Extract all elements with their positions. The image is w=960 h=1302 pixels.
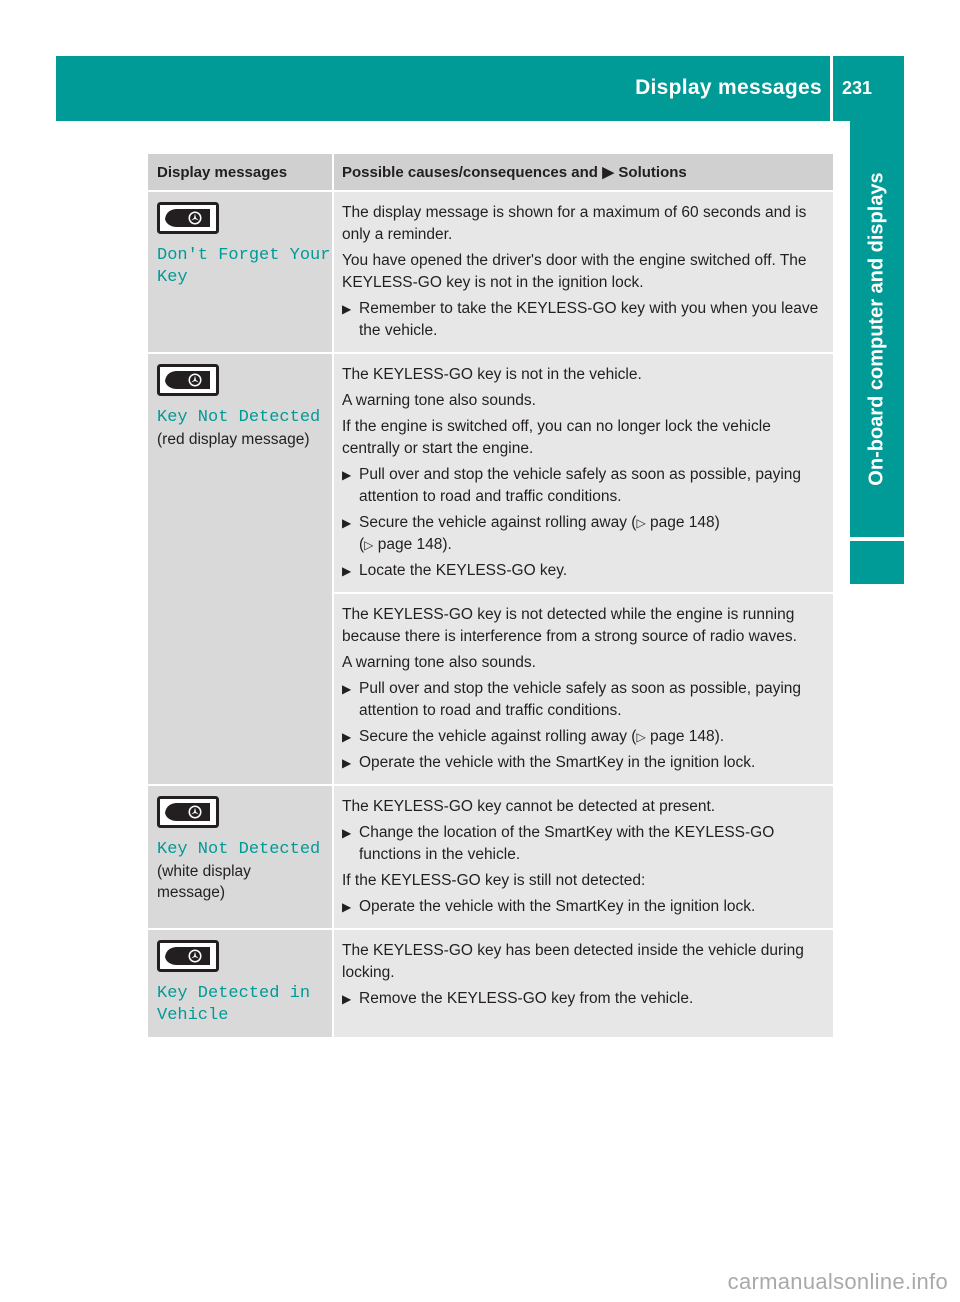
instruction: ▶ Pull over and stop the vehicle safely as soon as possible, paying attention to road and traffic conditions.: [342, 464, 827, 508]
display-message-cell: [148, 354, 334, 784]
display-message-text: Key Not Detected: [157, 840, 321, 859]
arrow-icon: ▶: [342, 302, 352, 316]
arrow-icon: ▶: [342, 468, 352, 482]
watermark: carmanualsonline.info: [727, 1269, 948, 1294]
page-number: 231: [842, 78, 873, 98]
display-note: (white display message): [157, 863, 251, 901]
instruction: ▶ Pull over and stop the vehicle safely as soon as possible, paying attention to road and traffic conditions.: [342, 678, 827, 722]
table-header-row: [148, 154, 833, 192]
display-message-cell: [148, 930, 334, 1037]
causes-cell: The KEYLESS-GO key is not in the vehicle. A warning tone also sounds. If the engine is switched off, you can no longer lock the vehicle centrally or start the engine. ▶ Pull over and stop the vehicle safely as soon as possible, paying attention to road and traffic conditions. ▶ Secure the vehicle against rolling away (▷ page 148) (▷ page 148). ▶ Locate the KEYLESS-GO key.: [334, 354, 833, 592]
instruction: ▶ Secure the vehicle against rolling away (▷ page 148).: [342, 726, 827, 748]
page-ref-icon: ▷: [636, 730, 646, 744]
instruction: ▶ Locate the KEYLESS-GO key.: [342, 560, 827, 582]
section-label: On-board computer and displays: [865, 172, 888, 486]
table-row: [148, 786, 833, 930]
causes-cell: The display message is shown for a maximum of 60 seconds and is only a reminder. You have opened the driver's door with the engine switched off. The KEYLESS-GO key is not in the ignition lock. ▶ Remember to take the KEYLESS-GO key with you when you leave the vehicle.: [334, 192, 833, 352]
display-message-text: Don't Forget Your Key: [157, 246, 331, 287]
key-icon: [157, 364, 219, 396]
display-message-text: Key Detected in Vehicle: [157, 984, 311, 1025]
display-message-cell: [148, 192, 334, 352]
arrow-icon: ▶: [342, 516, 352, 530]
display-message-text: Key Not Detected: [157, 408, 321, 427]
table-row: [148, 354, 833, 786]
causes-cell: The KEYLESS-GO key is not detected while the engine is running because there is interference from a strong source of radio waves. A warning tone also sounds. ▶ Pull over and stop the vehicle safely as soon as possible, paying attention to road and traffic conditions. ▶ Secure the vehicle against rolling away (▷ page 148). ▶ Operate the vehicle with the SmartKey in the ignition lock.: [334, 592, 833, 784]
arrow-icon: ▶: [342, 756, 352, 770]
page-header: [56, 56, 904, 121]
header-divider: [830, 56, 833, 121]
section-marker: [850, 541, 904, 584]
key-icon: [157, 202, 219, 234]
causes-cell: The KEYLESS-GO key cannot be detected at present. ▶ Change the location of the SmartKey with the KEYLESS-GO functions in the vehicle. If the KEYLESS-GO key is still not detected: ▶ Operate the vehicle with the SmartKey in the ignition lock.: [334, 786, 833, 928]
causes-stack: [334, 354, 833, 784]
header-title: Display messages: [635, 76, 822, 99]
arrow-icon: ▶: [342, 900, 352, 914]
causes-cell: The KEYLESS-GO key has been detected inside the vehicle during locking. ▶ Remove the KEYLESS-GO key from the vehicle.: [334, 930, 833, 1037]
arrow-icon: ▶: [342, 826, 352, 840]
instruction: ▶ Operate the vehicle with the SmartKey in the ignition lock.: [342, 752, 827, 774]
table-row: [148, 192, 833, 354]
page-ref-icon: ▷: [636, 516, 646, 530]
instruction: ▶ Remember to take the KEYLESS-GO key with you when you leave the vehicle.: [342, 298, 827, 342]
column-header-display-messages: Display messages: [148, 154, 334, 190]
arrow-icon: ▶: [342, 730, 352, 744]
display-messages-table: [148, 154, 833, 1039]
key-icon: [157, 796, 219, 828]
arrow-icon: ▶: [602, 164, 614, 181]
instruction: ▶ Operate the vehicle with the SmartKey in the ignition lock.: [342, 896, 827, 918]
instruction: ▶ Remove the KEYLESS-GO key from the vehicle.: [342, 988, 827, 1010]
display-message-cell: [148, 786, 334, 928]
arrow-icon: ▶: [342, 992, 352, 1006]
instruction: ▶ Change the location of the SmartKey with the KEYLESS-GO functions in the vehicle.: [342, 822, 827, 866]
instruction: ▶ Secure the vehicle against rolling away (▷ page 148) (▷ page 148).: [342, 512, 827, 556]
arrow-icon: ▶: [342, 682, 352, 696]
arrow-icon: ▶: [342, 564, 352, 578]
table-row: [148, 930, 833, 1039]
display-note: (red display message): [157, 431, 310, 448]
column-header-causes: Possible causes/consequences and ▶ Solutions: [334, 154, 833, 190]
key-icon: [157, 940, 219, 972]
section-side-tab: [850, 121, 904, 537]
page-ref-icon: ▷: [364, 538, 374, 552]
